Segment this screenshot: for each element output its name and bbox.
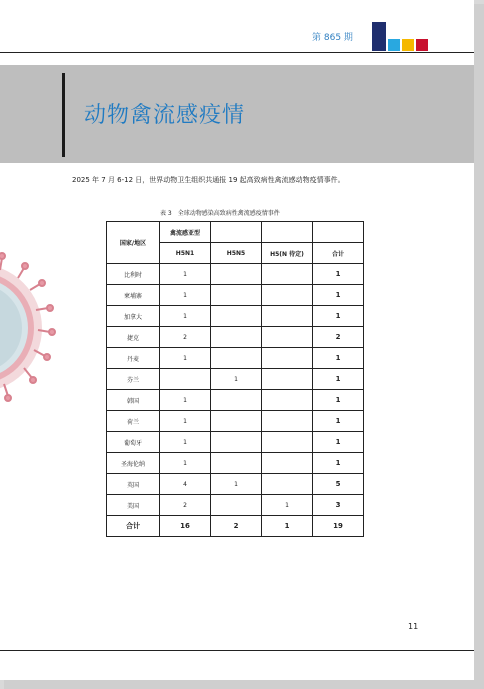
cell-h5n1: 1 — [160, 390, 211, 411]
cell-h5n5 — [211, 432, 262, 453]
cell-total: 1 — [313, 264, 364, 285]
cell-total: 1 — [313, 432, 364, 453]
cell-h5nx — [262, 369, 313, 390]
cell-h5nx — [262, 474, 313, 495]
header-h5nx: H5(N 待定) — [262, 243, 313, 264]
table-row — [107, 495, 364, 516]
table-total-row — [107, 516, 364, 537]
cell-h5nx — [262, 432, 313, 453]
logo-navy-block — [372, 22, 386, 51]
total-h5nx: 1 — [262, 516, 313, 537]
total-h5n1: 16 — [160, 516, 211, 537]
cell-country: 韩国 — [107, 390, 160, 411]
header-country: 国家/地区 — [107, 222, 160, 264]
total-h5n5: 2 — [211, 516, 262, 537]
cell-total: 1 — [313, 285, 364, 306]
cell-h5n1: 1 — [160, 306, 211, 327]
total-all: 19 — [313, 516, 364, 537]
cell-h5n5 — [211, 390, 262, 411]
table-row — [107, 348, 364, 369]
page-shadow-bottom — [4, 680, 484, 689]
cell-h5n5 — [211, 348, 262, 369]
cell-h5nx — [262, 327, 313, 348]
header-blank — [262, 222, 313, 243]
cell-h5n1: 1 — [160, 453, 211, 474]
table-row — [107, 474, 364, 495]
cell-h5nx — [262, 453, 313, 474]
cell-country: 美国 — [107, 495, 160, 516]
header-blank — [211, 222, 262, 243]
cell-h5n5 — [211, 327, 262, 348]
cell-h5n5 — [211, 285, 262, 306]
table-row — [107, 453, 364, 474]
cell-h5n1: 1 — [160, 264, 211, 285]
cell-h5nx — [262, 390, 313, 411]
virus-illustration — [0, 248, 60, 408]
table-row — [107, 306, 364, 327]
cell-h5n5 — [211, 411, 262, 432]
page-number: 11 — [408, 622, 419, 631]
section-title: 动物禽流感疫情 — [84, 103, 246, 128]
cell-country: 比利时 — [107, 264, 160, 285]
cell-h5n1: 1 — [160, 411, 211, 432]
table-row — [107, 390, 364, 411]
issue-number: 第 865 期 — [312, 33, 353, 43]
logo-red-square — [416, 39, 428, 51]
header-h5n1: H5N1 — [160, 243, 211, 264]
footer-rule — [0, 650, 474, 651]
cell-h5n1 — [160, 369, 211, 390]
cell-total: 1 — [313, 348, 364, 369]
cell-country: 荷兰 — [107, 411, 160, 432]
cell-h5nx — [262, 306, 313, 327]
cell-country: 葡萄牙 — [107, 432, 160, 453]
cell-h5n1: 2 — [160, 327, 211, 348]
cell-total: 1 — [313, 453, 364, 474]
table-header-row — [107, 222, 364, 243]
cell-h5nx — [262, 264, 313, 285]
table-row — [107, 285, 364, 306]
table-caption: 表 3 全球动物感染高致病性禽流感疫情事件 — [160, 210, 280, 217]
cell-h5nx — [262, 411, 313, 432]
intro-paragraph: 2025 年 7 月 6-12 日，世界动物卫生组织共通报 19 起高致病性禽流感动物疫情事件。 — [72, 176, 345, 184]
table-row — [107, 432, 364, 453]
section-banner — [0, 65, 474, 163]
header-subtype-group: 禽流感亚型 — [160, 222, 211, 243]
logo-yellow-square — [402, 39, 414, 51]
cell-country: 英国 — [107, 474, 160, 495]
header-rule — [0, 52, 474, 53]
cell-h5n5 — [211, 495, 262, 516]
banner-accent-bar — [62, 73, 65, 157]
cell-h5n5: 1 — [211, 474, 262, 495]
outbreak-table — [106, 221, 364, 537]
cell-country: 丹麦 — [107, 348, 160, 369]
cell-h5n5 — [211, 306, 262, 327]
header-h5n5: H5N5 — [211, 243, 262, 264]
cell-h5n5 — [211, 453, 262, 474]
cell-h5nx — [262, 348, 313, 369]
cell-total: 1 — [313, 411, 364, 432]
cell-total: 5 — [313, 474, 364, 495]
table-row — [107, 264, 364, 285]
header-blank — [313, 222, 364, 243]
cell-total: 1 — [313, 306, 364, 327]
cell-h5n1: 4 — [160, 474, 211, 495]
total-label: 合计 — [107, 516, 160, 537]
header-total: 合计 — [313, 243, 364, 264]
logo-blue-square — [388, 39, 400, 51]
table-row — [107, 327, 364, 348]
cell-country: 捷克 — [107, 327, 160, 348]
cell-h5n1: 2 — [160, 495, 211, 516]
cell-country: 圣海伦纳 — [107, 453, 160, 474]
cell-h5n5 — [211, 264, 262, 285]
cell-h5n1: 1 — [160, 285, 211, 306]
cell-h5nx: 1 — [262, 495, 313, 516]
cell-total: 1 — [313, 369, 364, 390]
cell-h5nx — [262, 285, 313, 306]
publication-logo — [372, 22, 432, 52]
cell-h5n5: 1 — [211, 369, 262, 390]
table-row — [107, 411, 364, 432]
cell-country: 柬埔寨 — [107, 285, 160, 306]
table-row — [107, 369, 364, 390]
cell-country: 加拿大 — [107, 306, 160, 327]
cell-total: 2 — [313, 327, 364, 348]
page-shadow-right — [474, 4, 484, 689]
cell-h5n1: 1 — [160, 348, 211, 369]
cell-country: 芬兰 — [107, 369, 160, 390]
cell-total: 3 — [313, 495, 364, 516]
cell-total: 1 — [313, 390, 364, 411]
cell-h5n1: 1 — [160, 432, 211, 453]
